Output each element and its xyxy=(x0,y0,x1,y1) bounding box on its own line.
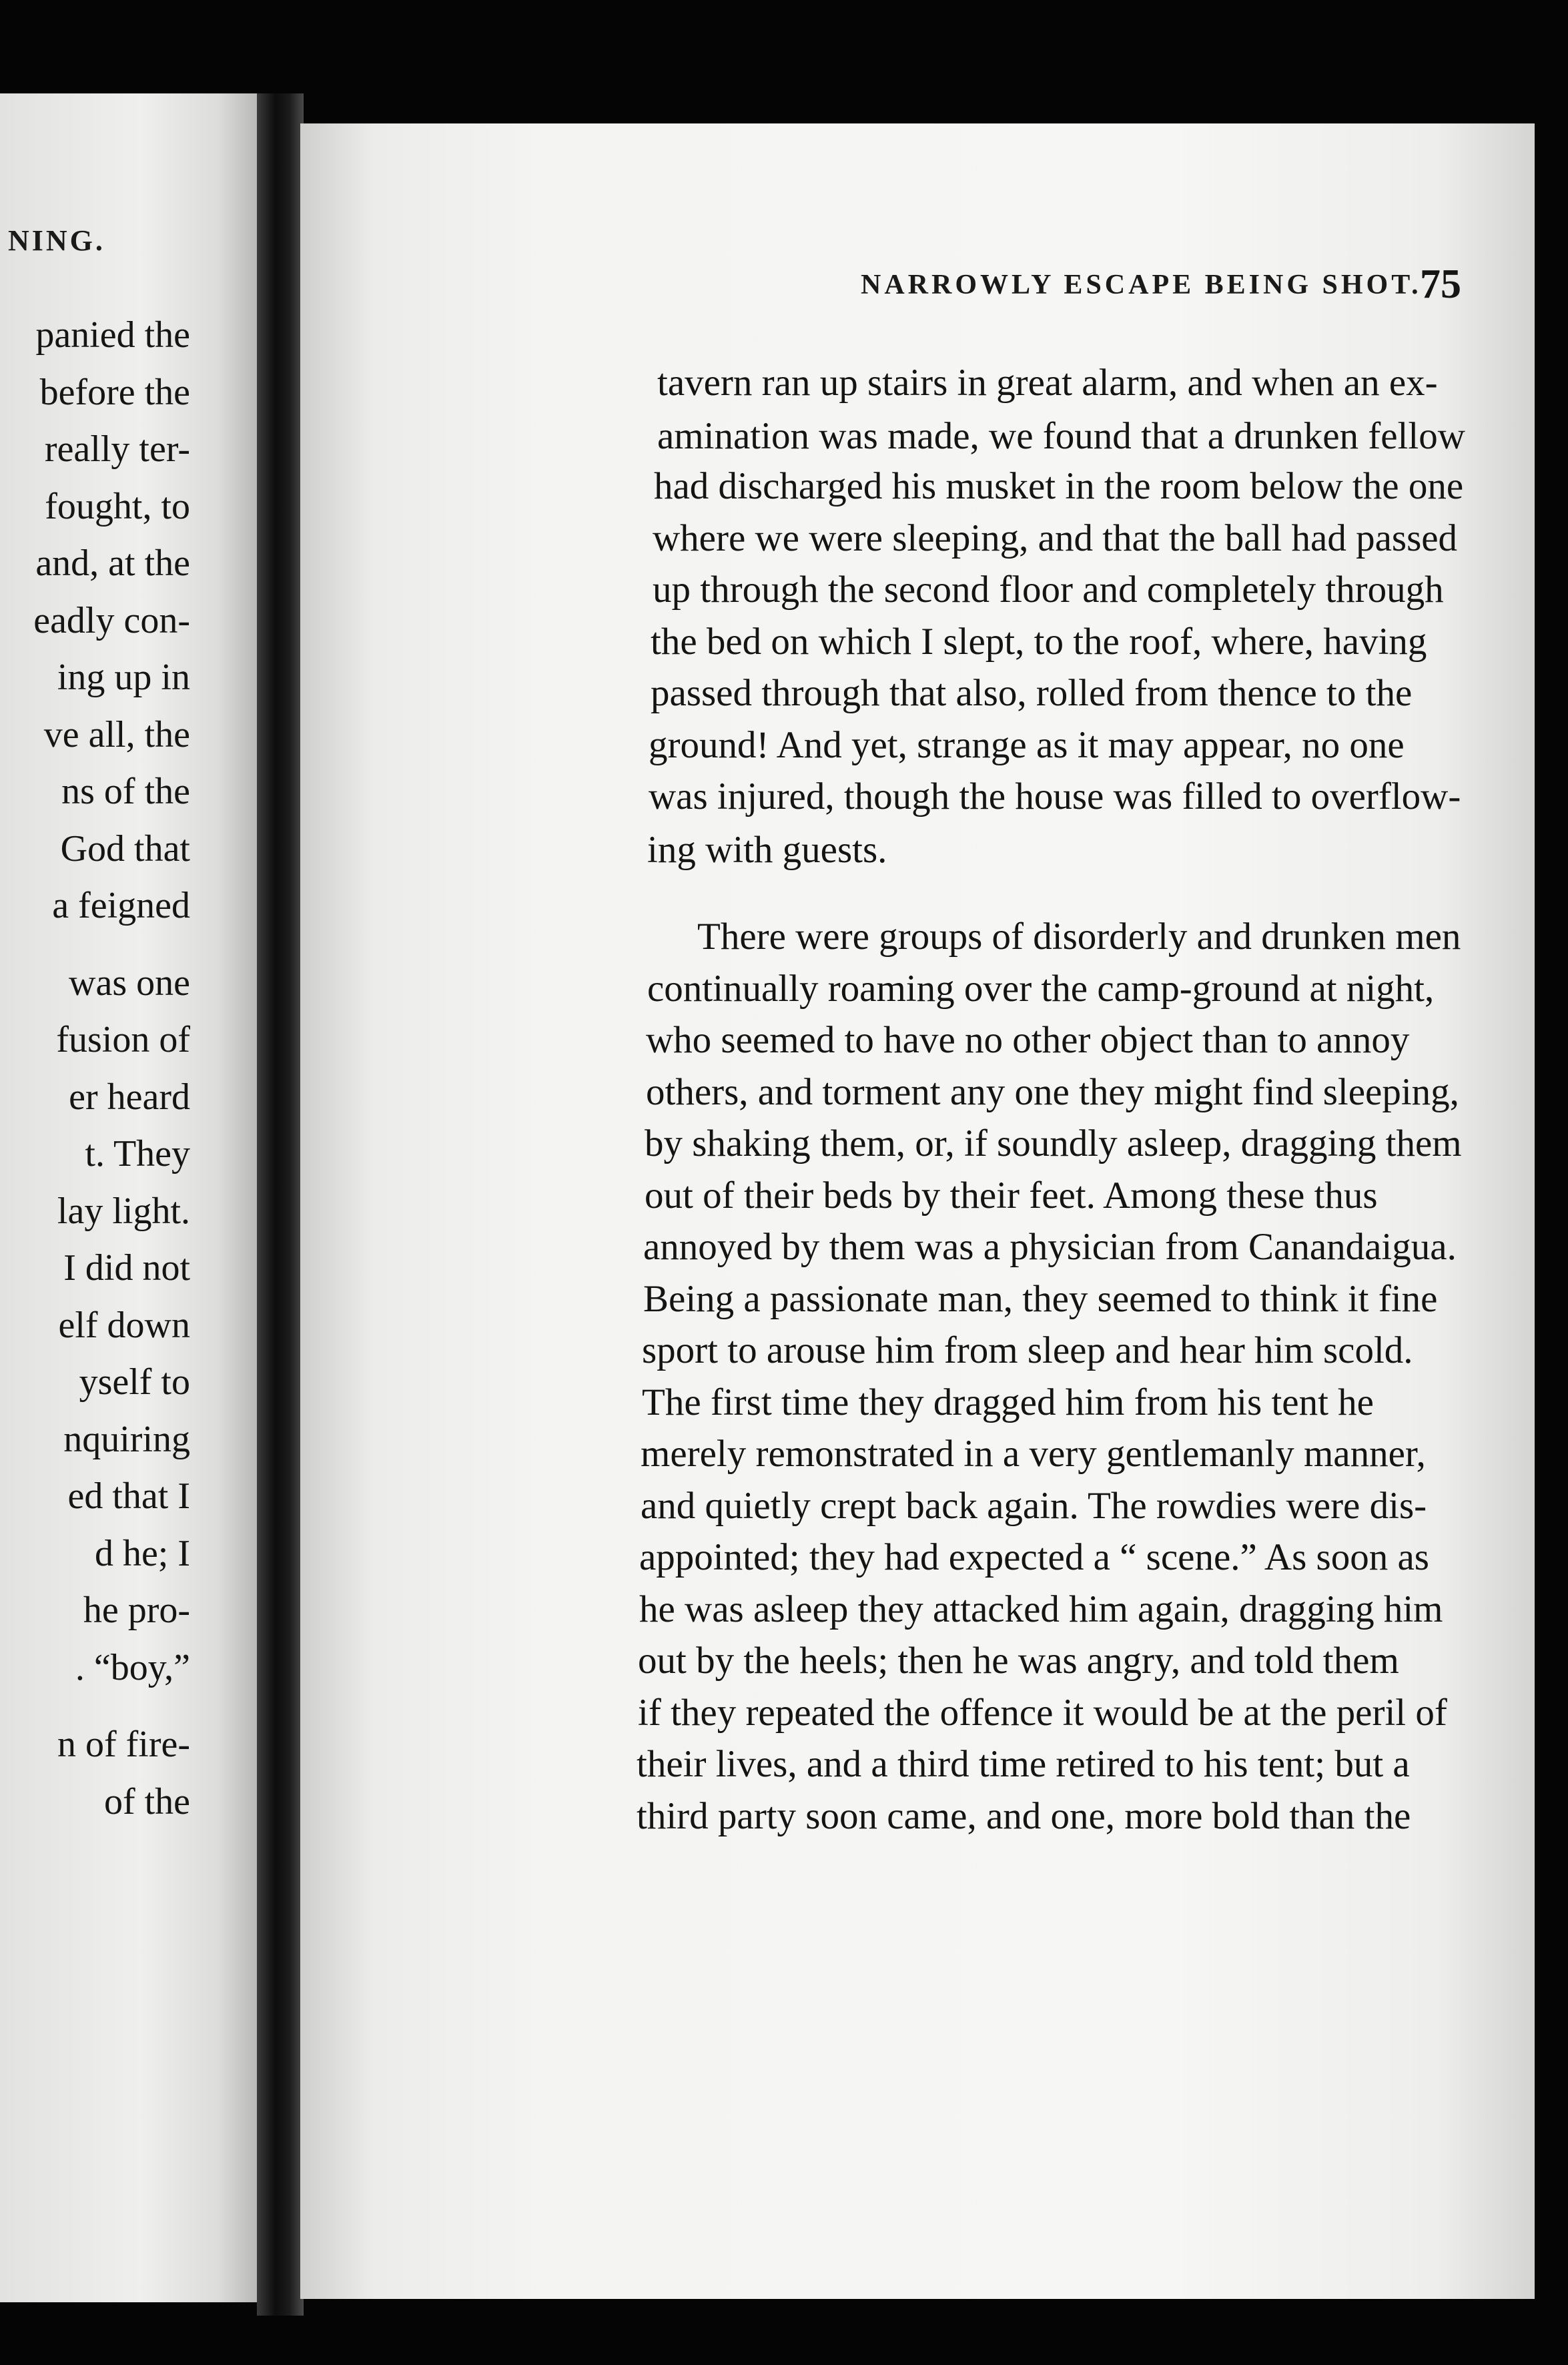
text-line: up through the second floor and completely through xyxy=(653,569,1444,611)
text-line: he pro- xyxy=(83,1590,190,1631)
text-line: eadly con- xyxy=(33,599,190,641)
text-line: was injured, though the house was filled to overflow- xyxy=(649,775,1461,817)
text-line: Being a passionate man, they seemed to think it fine xyxy=(643,1278,1438,1320)
text-line: There were groups of disorderly and drunken men xyxy=(697,916,1461,958)
left-page-text xyxy=(33,307,190,1830)
paragraph-gap xyxy=(33,935,190,955)
text-line: annoyed by them was a physician from Canandaigua. xyxy=(643,1226,1457,1268)
text-line: amination was made, we found that a drunken fellow xyxy=(657,415,1465,457)
text-line: others, and torment any one they might find sleeping, xyxy=(646,1071,1459,1113)
text-line: tavern ran up stairs in great alarm, and when an ex- xyxy=(657,362,1438,404)
text-line: really ter- xyxy=(44,428,190,470)
text-line: appointed; they had expected a “ scene.” As soon as xyxy=(639,1536,1429,1578)
text-line: continually roaming over the camp-ground at night, xyxy=(647,968,1435,1010)
text-line: lay light. xyxy=(57,1190,190,1232)
paragraph-gap xyxy=(33,1696,190,1716)
text-line: their lives, and a third time retired to his tent; but a xyxy=(637,1743,1410,1785)
text-line: third party soon came, and one, more bold than the xyxy=(637,1795,1411,1837)
text-line: ed that I xyxy=(67,1475,190,1517)
text-line: by shaking them, or, if soundly asleep, dragging them xyxy=(645,1122,1462,1164)
text-line: where we were sleeping, and that the ball had passed xyxy=(653,517,1458,559)
text-line: fought, to xyxy=(45,485,190,527)
text-line: panied the xyxy=(35,314,190,356)
text-line: The first time they dragged him from his tent he xyxy=(642,1381,1374,1423)
text-line: ns of the xyxy=(61,771,190,812)
previous-page xyxy=(0,93,257,2302)
text-line: had discharged his musket in the room below the one xyxy=(654,465,1464,507)
text-line: d he; I xyxy=(94,1532,190,1574)
book-gutter xyxy=(257,93,304,2316)
text-line: fusion of xyxy=(56,1019,190,1060)
text-line: a feigned xyxy=(52,885,190,926)
text-line: sport to arouse him from sleep and hear him scold. xyxy=(642,1329,1413,1371)
current-page xyxy=(300,123,1535,2299)
text-line: t. They xyxy=(85,1133,190,1174)
text-line: and, at the xyxy=(35,543,190,584)
text-line: he was asleep they attacked him again, dragging him xyxy=(639,1588,1443,1630)
page-number: 75 xyxy=(1420,262,1461,307)
text-line: was one xyxy=(69,962,190,1004)
left-running-head: NING. xyxy=(8,224,105,257)
text-line: I did not xyxy=(63,1247,190,1289)
text-line: ing up in xyxy=(57,657,190,698)
text-line: out by the heels; then he was angry, and told them xyxy=(638,1640,1399,1682)
text-line: who seemed to have no other object than to annoy xyxy=(646,1019,1410,1061)
text-line: out of their beds by their feet. Among these thus xyxy=(645,1174,1378,1217)
text-line: before the xyxy=(39,371,190,413)
text-line: if they repeated the offence it would be at the peril of xyxy=(638,1692,1447,1734)
text-line: n of fire- xyxy=(57,1724,190,1765)
running-title: NARROWLY ESCAPE BEING SHOT. xyxy=(861,270,1422,300)
text-line: elf down xyxy=(58,1304,190,1346)
text-line: of the xyxy=(103,1780,190,1822)
text-line: God that xyxy=(60,827,190,870)
text-line: yself to xyxy=(79,1361,190,1403)
text-line: passed through that also, rolled from thence to the xyxy=(651,672,1413,714)
text-line: the bed on which I slept, to the roof, where, having xyxy=(651,621,1427,663)
text-line: er heard xyxy=(69,1076,190,1118)
page-body-text xyxy=(300,123,1535,2299)
text-line: nquiring xyxy=(63,1418,190,1460)
text-line: and quietly crept back again. The rowdies were dis- xyxy=(641,1485,1427,1527)
text-line: ground! And yet, strange as it may appear, no one xyxy=(649,724,1405,766)
text-line: merely remonstrated in a very gentlemanly manner, xyxy=(641,1433,1426,1475)
text-line: ve all, the xyxy=(43,713,190,755)
text-line: . “boy,” xyxy=(75,1646,190,1688)
text-line: ing with guests. xyxy=(647,829,887,871)
